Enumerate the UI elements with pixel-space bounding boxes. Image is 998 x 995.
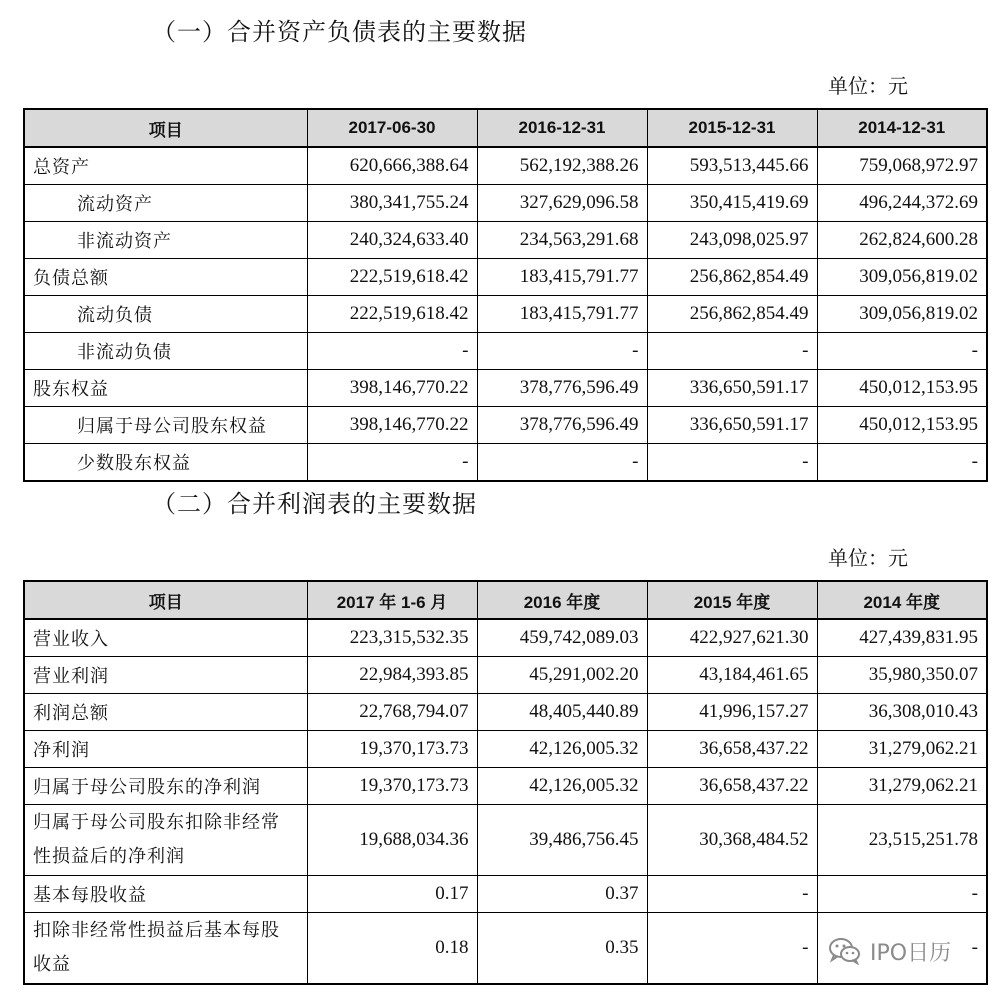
table-cell: 183,415,791.77	[477, 296, 647, 333]
table-cell: 23,515,251.78	[817, 805, 987, 876]
table-cell: -	[817, 333, 987, 370]
table-cell: 222,519,618.42	[307, 259, 477, 296]
income-statement-table	[23, 580, 988, 985]
table-row	[24, 222, 987, 259]
table-cell: 41,996,157.27	[647, 694, 817, 731]
table-cell: 309,056,819.02	[817, 296, 987, 333]
table-cell: 42,126,005.32	[477, 731, 647, 768]
table-row	[24, 619, 987, 657]
table-cell: -	[647, 333, 817, 370]
row-label: 非流动负债	[24, 333, 307, 370]
row-label: 负债总额	[24, 259, 307, 296]
row-label: 归属于母公司股东扣除非经常性损益后的净利润	[24, 805, 307, 876]
table-cell: 496,244,372.69	[817, 185, 987, 222]
table-cell: 183,415,791.77	[477, 259, 647, 296]
table-cell: 48,405,440.89	[477, 694, 647, 731]
row-label: 流动资产	[24, 185, 307, 222]
table-cell: -	[647, 876, 817, 913]
table-cell: 36,658,437.22	[647, 768, 817, 805]
table-cell: -	[307, 333, 477, 370]
row-label: 归属于母公司股东的净利润	[24, 768, 307, 805]
table-cell: 19,370,173.73	[307, 731, 477, 768]
table-header-row	[24, 581, 987, 619]
column-header: 2016-12-31	[477, 109, 647, 147]
table-cell: 336,650,591.17	[647, 407, 817, 444]
table-cell: 36,308,010.43	[817, 694, 987, 731]
table-row	[24, 657, 987, 694]
column-header: 2014 年度	[817, 581, 987, 619]
table-cell: 459,742,089.03	[477, 619, 647, 657]
table-cell: 35,980,350.07	[817, 657, 987, 694]
row-label: 营业收入	[24, 619, 307, 657]
table-cell: -	[477, 333, 647, 370]
table-row	[24, 147, 987, 185]
row-label: 利润总额	[24, 694, 307, 731]
table-cell: 378,776,596.49	[477, 370, 647, 407]
table-cell: 262,824,600.28	[817, 222, 987, 259]
table-row	[24, 407, 987, 444]
balance-sheet-title: （一）合并资产负债表的主要数据	[152, 18, 527, 46]
table-cell: 22,768,794.07	[307, 694, 477, 731]
row-label: 非流动资产	[24, 222, 307, 259]
table-cell: 0.37	[477, 876, 647, 913]
table-cell: 234,563,291.68	[477, 222, 647, 259]
table-cell: 256,862,854.49	[647, 296, 817, 333]
table-cell: 256,862,854.49	[647, 259, 817, 296]
table-row	[24, 731, 987, 768]
table-cell: 398,146,770.22	[307, 370, 477, 407]
table-cell: -	[647, 913, 817, 985]
table-cell: 380,341,755.24	[307, 185, 477, 222]
table-cell: 309,056,819.02	[817, 259, 987, 296]
table-cell: 0.17	[307, 876, 477, 913]
table-row	[24, 694, 987, 731]
table-cell: 450,012,153.95	[817, 407, 987, 444]
table-cell: 43,184,461.65	[647, 657, 817, 694]
table-cell: 222,519,618.42	[307, 296, 477, 333]
table-cell: -	[477, 444, 647, 482]
watermark-text: IPO日历	[870, 940, 952, 966]
table-row	[24, 259, 987, 296]
column-header: 2017 年 1-6 月	[307, 581, 477, 619]
row-label: 净利润	[24, 731, 307, 768]
row-label: 少数股东权益	[24, 444, 307, 482]
table-row	[24, 185, 987, 222]
balance-sheet-unit: 单位：元	[828, 74, 908, 98]
table-cell: 378,776,596.49	[477, 407, 647, 444]
column-header: 2014-12-31	[817, 109, 987, 147]
table-cell: 223,315,532.35	[307, 619, 477, 657]
table-row	[24, 444, 987, 482]
table-cell: 243,098,025.97	[647, 222, 817, 259]
wechat-icon	[828, 937, 862, 965]
table-cell: 398,146,770.22	[307, 407, 477, 444]
table-cell: 240,324,633.40	[307, 222, 477, 259]
table-cell: 562,192,388.26	[477, 147, 647, 185]
column-header: 2016 年度	[477, 581, 647, 619]
table-cell: -	[647, 444, 817, 482]
column-header: 2017-06-30	[307, 109, 477, 147]
table-cell: 31,279,062.21	[817, 731, 987, 768]
row-label: 基本每股收益	[24, 876, 307, 913]
table-cell: 39,486,756.45	[477, 805, 647, 876]
table-row	[24, 805, 987, 876]
table-cell: 336,650,591.17	[647, 370, 817, 407]
table-cell: 350,415,419.69	[647, 185, 817, 222]
table-row	[24, 333, 987, 370]
table-cell: 19,370,173.73	[307, 768, 477, 805]
row-label: 营业利润	[24, 657, 307, 694]
table-cell: 19,688,034.36	[307, 805, 477, 876]
table-cell: 31,279,062.21	[817, 768, 987, 805]
table-cell: 0.18	[307, 913, 477, 985]
table-cell: 422,927,621.30	[647, 619, 817, 657]
table-row	[24, 370, 987, 407]
table-cell: -	[307, 444, 477, 482]
table-cell: -	[817, 913, 987, 985]
table-cell: 22,984,393.85	[307, 657, 477, 694]
table-cell: 42,126,005.32	[477, 768, 647, 805]
table-cell: 450,012,153.95	[817, 370, 987, 407]
table-cell: 427,439,831.95	[817, 619, 987, 657]
table-cell: 30,368,484.52	[647, 805, 817, 876]
table-cell: 327,629,096.58	[477, 185, 647, 222]
income-statement-unit: 单位：元	[828, 546, 908, 570]
table-cell: 36,658,437.22	[647, 731, 817, 768]
table-row	[24, 876, 987, 913]
table-cell: 759,068,972.97	[817, 147, 987, 185]
watermark	[828, 932, 956, 970]
column-header: 项目	[24, 109, 307, 147]
column-header: 2015-12-31	[647, 109, 817, 147]
row-label: 扣除非经常性损益后基本每股收益	[24, 913, 307, 985]
table-row	[24, 768, 987, 805]
table-header-row	[24, 109, 987, 147]
column-header: 项目	[24, 581, 307, 619]
table-cell: 0.35	[477, 913, 647, 985]
row-label: 总资产	[24, 147, 307, 185]
income-statement-title: （二）合并利润表的主要数据	[152, 490, 477, 518]
row-label: 归属于母公司股东权益	[24, 407, 307, 444]
row-label: 股东权益	[24, 370, 307, 407]
table-cell: -	[817, 876, 987, 913]
balance-sheet-table	[23, 108, 988, 482]
column-header: 2015 年度	[647, 581, 817, 619]
table-cell: -	[817, 444, 987, 482]
table-row	[24, 296, 987, 333]
table-cell: 45,291,002.20	[477, 657, 647, 694]
table-cell: 620,666,388.64	[307, 147, 477, 185]
table-cell: 593,513,445.66	[647, 147, 817, 185]
row-label: 流动负债	[24, 296, 307, 333]
